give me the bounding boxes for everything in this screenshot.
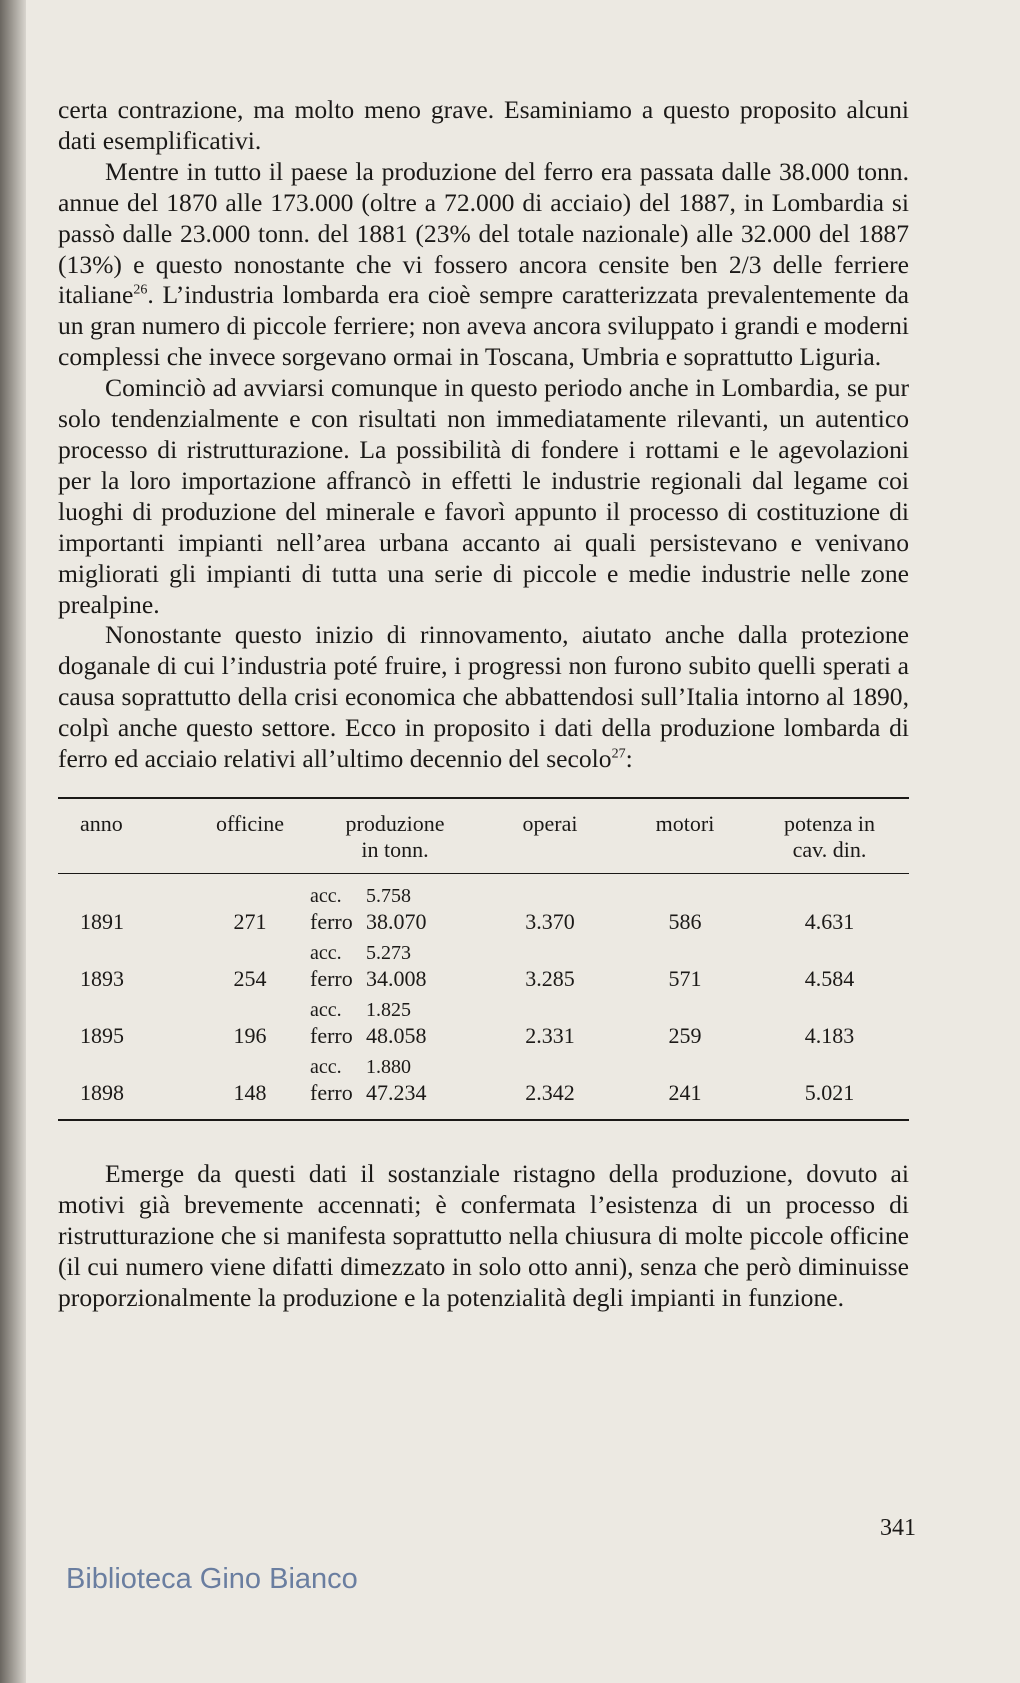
cell-officine: 254 xyxy=(233,965,267,991)
cell-anno: 1898 xyxy=(80,1079,124,1105)
header-produzione-line2: in tonn. xyxy=(361,836,429,862)
produzione-ferro xyxy=(310,1079,480,1107)
paragraph-2 xyxy=(58,157,909,373)
footnote-ref-27: 27 xyxy=(611,746,626,762)
paragraph-2-text-cont: . L’industria lombarda era cioè sempre caratterizzata prevalentemente da un gran numero di piccole ferriere; non aveva ancora sviluppato i grandi e moderni complessi che invece sorgevano ormai in Toscana, Umbria e soprattutto Liguria. xyxy=(58,280,909,372)
table-row xyxy=(58,874,909,936)
cell-operai: 3.370 xyxy=(525,908,575,934)
footnote-ref-26: 26 xyxy=(133,282,148,298)
cell-officine: 196 xyxy=(233,1022,267,1048)
value-ferro: 34.008 xyxy=(366,965,427,991)
cell-operai: 2.331 xyxy=(525,1022,575,1048)
paragraph-1: certa contrazione, ma molto meno grave. Esaminiamo a questo proposito alcuni dati esemplificativi. xyxy=(58,95,909,155)
cell-operai: 2.342 xyxy=(525,1079,575,1105)
paragraph-3: Cominciò ad avviarsi comunque in questo periodo anche in Lombardia, se pur solo tendenzialmente e con risultati non immediatamente rilevanti, un autentico processo di ristrutturazione. La possibilità di fondere i rottami e le agevolazioni per la loro importazione affrancò in effetti le industrie regionali dal legame coi luoghi di produzione del minerale e favorì appunto il processo di costituzione di importanti impianti nell’area urbana accanto ai quali persistevano e venivano migliorati gli impianti di tutta una serie di piccole e medie industrie nelle zone prealpine. xyxy=(58,373,909,619)
body-text xyxy=(58,95,909,775)
header-officine: officine xyxy=(215,810,284,836)
cell-potenza: 4.631 xyxy=(804,908,855,934)
book-spine-shadow xyxy=(0,0,26,1683)
header-produzione-line1: produzione xyxy=(345,810,445,836)
cell-motori: 586 xyxy=(668,908,702,934)
book-page xyxy=(58,95,909,1313)
paragraph-4-colon: : xyxy=(625,744,633,774)
cell-officine: 148 xyxy=(233,1079,267,1105)
value-ferro: 38.070 xyxy=(366,908,427,934)
paragraph-5: Emerge da questi dati il sostanziale ristagno della produzione, dovuto ai motivi già brevemente accennati; è confermata l’esistenza di un processo di ristrutturazione che si manifesta soprattutto nella chiusura di molte piccole officine (il cui numero viene difatti dimezzato in solo otto anni), senza che però diminuisse proporzionalmente la produzione e la potenzialità degli impianti in funzione. xyxy=(58,1158,909,1312)
header-potenza-line1: potenza in xyxy=(783,810,876,836)
cell-anno: 1893 xyxy=(80,965,124,991)
cell-potenza: 4.183 xyxy=(804,1022,855,1048)
label-ferro: ferro xyxy=(310,1079,353,1105)
value-acc: 5.273 xyxy=(366,941,411,964)
cell-motori: 241 xyxy=(668,1079,702,1105)
header-produzione xyxy=(310,799,480,873)
produzione-ferro xyxy=(310,908,480,936)
table-row xyxy=(58,936,909,993)
label-acc: acc. xyxy=(310,998,342,1021)
label-acc: acc. xyxy=(310,1055,342,1078)
cell-motori: 259 xyxy=(668,1022,702,1048)
cell-potenza: 5.021 xyxy=(804,1079,855,1105)
produzione-acc xyxy=(310,1055,480,1079)
header-operai: operai xyxy=(522,810,578,836)
label-ferro: ferro xyxy=(310,965,353,991)
cell-produzione xyxy=(310,874,480,936)
cell-anno: 1895 xyxy=(80,1022,124,1048)
value-acc: 1.880 xyxy=(366,1055,411,1078)
cell-potenza: 4.584 xyxy=(804,965,855,991)
page-number: 341 xyxy=(880,1515,916,1541)
produzione-ferro xyxy=(310,965,480,993)
table-row xyxy=(58,993,909,1050)
table-row xyxy=(58,1050,909,1107)
header-motori: motori xyxy=(655,810,715,836)
table-header-row xyxy=(58,799,909,873)
library-watermark: Biblioteca Gino Bianco xyxy=(66,1563,358,1595)
label-ferro: ferro xyxy=(310,1022,353,1048)
produzione-acc xyxy=(310,998,480,1022)
header-potenza xyxy=(750,799,909,873)
value-acc: 1.825 xyxy=(366,998,411,1021)
table-bottom-rule xyxy=(58,1119,909,1121)
paragraph-4-text: Nonostante questo inizio di rinnovamento, aiutato anche dalla protezione doganale di cui l’industria poté fruire, i progressi non furono subito quelli sperati a causa soprattutto della crisi economica che abbattendosi sull’Italia intorno al 1890, colpì anche questo settore. Ecco in proposito i dati della produzione lombarda di ferro ed acciaio relativi all’ultimo decennio del secolo xyxy=(58,620,909,774)
paragraph-2-text: Mentre in tutto il paese la produzione del ferro era passata dalle 38.000 tonn. annue del 1870 alle 173.000 (oltre a 72.000 di acciaio) del 1887, in Lombardia si passò dalle 23.000 tonn. del 1881 (23% del totale nazionale) alle 32.000 del 1887 (13%) e questo nonostante che vi fossero ancora censite ben 2/3 delle ferriere italiane xyxy=(58,156,909,310)
cell-officine: 271 xyxy=(233,908,267,934)
label-acc: acc. xyxy=(310,884,342,907)
value-acc: 5.758 xyxy=(366,884,411,907)
header-potenza-line2: cav. din. xyxy=(792,836,867,862)
value-ferro: 47.234 xyxy=(366,1079,427,1105)
produzione-acc xyxy=(310,884,480,908)
cell-produzione xyxy=(310,1050,480,1107)
label-acc: acc. xyxy=(310,941,342,964)
cell-operai: 3.285 xyxy=(525,965,575,991)
body-text-after-table xyxy=(58,1159,909,1314)
value-ferro: 48.058 xyxy=(366,1022,427,1048)
produzione-ferro xyxy=(310,1022,480,1050)
cell-produzione xyxy=(310,993,480,1050)
header-anno: anno xyxy=(80,810,123,836)
produzione-acc xyxy=(310,941,480,965)
production-table xyxy=(58,797,909,1121)
cell-produzione xyxy=(310,936,480,993)
cell-anno: 1891 xyxy=(80,908,124,934)
label-ferro: ferro xyxy=(310,908,353,934)
cell-motori: 571 xyxy=(668,965,702,991)
paragraph-4 xyxy=(58,620,909,775)
